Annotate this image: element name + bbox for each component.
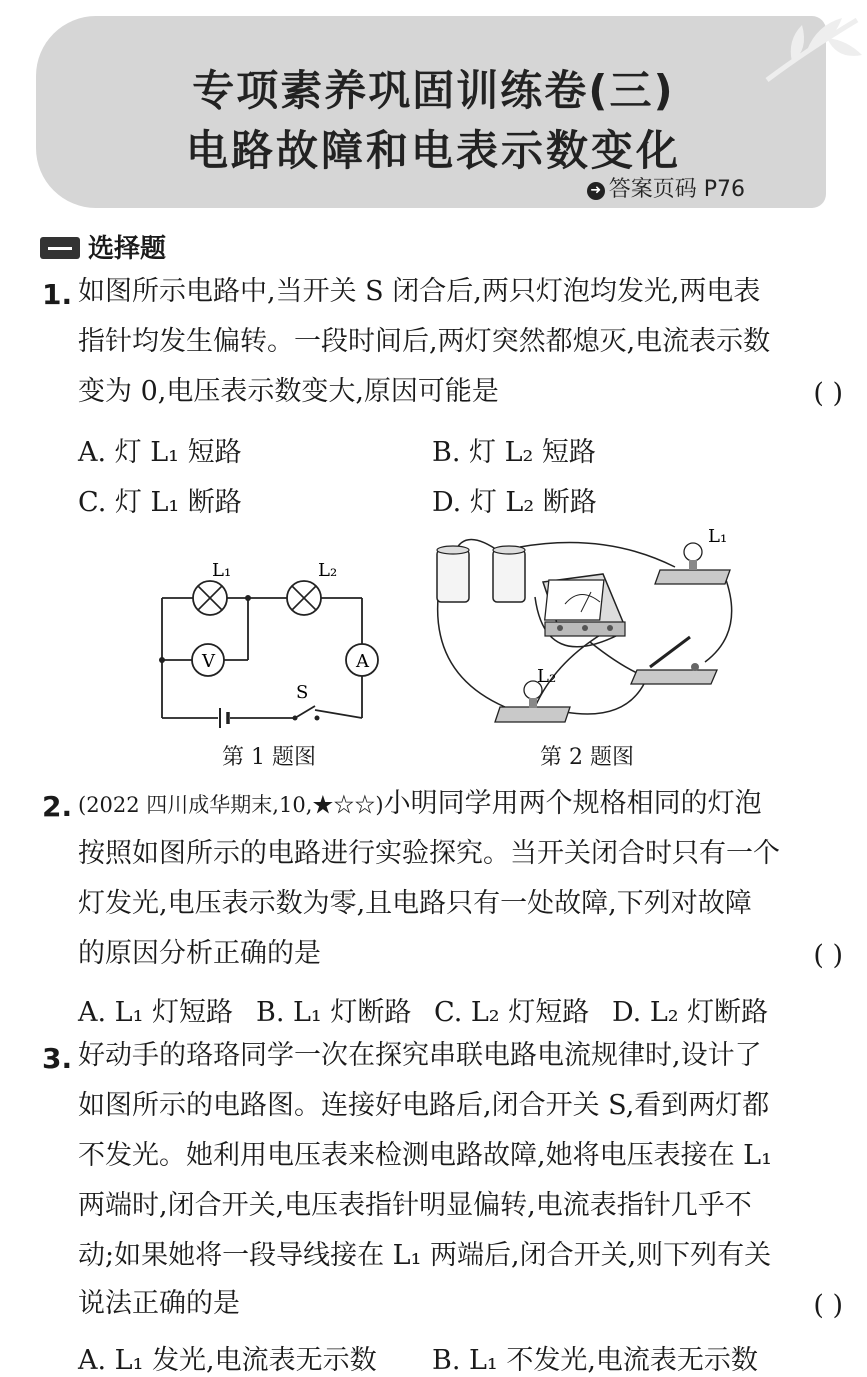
switch-icon <box>293 706 320 721</box>
question-text-line: 按照如图所示的电路进行实验探究。当开关闭合时只有一个 <box>78 838 780 869</box>
question-text-line: 说法正确的是 <box>78 1288 240 1319</box>
question-text-line: 变为 0,电压表示数变大,原因可能是 <box>78 376 499 407</box>
lamp-l1-label: L₁ <box>212 560 232 581</box>
question-number: 3. <box>42 1042 73 1075</box>
option-b: B. L₁ 灯断路 <box>256 997 412 1028</box>
lamp-l1-icon <box>193 581 227 615</box>
question-source: (2022 四川成华期末,10,★☆☆) <box>78 793 384 817</box>
answer-blank: ( ) <box>813 378 843 409</box>
figure1-caption: 第 1 题图 <box>222 745 316 770</box>
page-title-line1: 专项素养巩固训练卷(三) <box>192 66 675 115</box>
lamp-l2-label: L₂ <box>318 560 338 581</box>
question-text-line: (2022 四川成华期末,10,★☆☆)小明同学用两个规格相同的灯泡 <box>78 788 762 819</box>
option-c: C. L₂ 灯短路 <box>434 997 590 1028</box>
question-text-line: 两端时,闭合开关,电压表指针明显偏转,电流表指针几乎不 <box>78 1190 752 1221</box>
question-text-line: 如图所示电路中,当开关 S 闭合后,两只灯泡均发光,两电表 <box>78 276 761 307</box>
figure2-caption: 第 2 题图 <box>540 745 634 770</box>
lamp-l2-icon <box>287 581 321 615</box>
lamp-l1-label: L₁ <box>708 526 728 547</box>
question-text-line: 好动手的珞珞同学一次在探究串联电路电流规律时,设计了 <box>78 1040 762 1071</box>
circuit-diagram-figure1 <box>150 548 400 738</box>
question-text-line: 灯发光,电压表示数为零,且电路只有一处故障,下列对故障 <box>78 888 752 919</box>
voltmeter-label: V <box>202 651 215 672</box>
option-c: C. 灯 L₁ 断路 <box>78 487 242 518</box>
option-a: A. L₁ 发光,电流表无示数 <box>78 1345 377 1376</box>
battery-cell-icon <box>437 546 469 602</box>
option-b: B. 灯 L₂ 短路 <box>432 437 596 468</box>
question-number: 2. <box>42 790 73 823</box>
battery-icon <box>220 708 228 728</box>
apparatus-illustration-figure2 <box>425 522 745 737</box>
voltmeter-device-icon <box>543 574 625 636</box>
option-a: A. 灯 L₁ 短路 <box>78 437 242 468</box>
question-text-line: 如图所示的电路图。连接好电路后,闭合开关 S,看到两灯都 <box>78 1090 770 1121</box>
answer-blank: ( ) <box>813 1290 843 1321</box>
answer-blank: ( ) <box>813 940 843 971</box>
lamp-l2-label: L₂ <box>537 666 557 687</box>
section-number-badge <box>40 237 80 259</box>
knife-switch-icon <box>631 637 717 684</box>
battery-cell-icon <box>493 546 525 602</box>
question-text-line: 不发光。她利用电压表来检测电路故障,她将电压表接在 L₁ <box>78 1140 772 1171</box>
option-b: B. L₁ 不发光,电流表无示数 <box>432 1345 758 1376</box>
option-d: D. 灯 L₂ 断路 <box>432 487 597 518</box>
ammeter-label: A <box>356 651 369 672</box>
option-a: A. L₁ 灯短路 <box>78 997 233 1028</box>
arrow-right-icon: ➜ <box>587 182 605 200</box>
question-text-line: 动;如果她将一段导线接在 L₁ 两端后,闭合开关,则下列有关 <box>78 1240 772 1271</box>
answer-page-reference: ➜ 答案页码 P76 <box>587 172 745 203</box>
section-heading: 选择题 <box>40 228 166 265</box>
option-d: D. L₂ 灯断路 <box>612 997 769 1028</box>
switch-label: S <box>296 682 309 703</box>
page-title-line2: 电路故障和电表示数变化 <box>185 126 681 175</box>
question-text-line: 指针均发生偏转。一段时间后,两灯突然都熄灭,电流表示数 <box>78 326 771 357</box>
question-number: 1. <box>42 278 73 311</box>
question-text-line: 的原因分析正确的是 <box>78 938 321 969</box>
lamp-l2-board-icon <box>495 681 570 722</box>
